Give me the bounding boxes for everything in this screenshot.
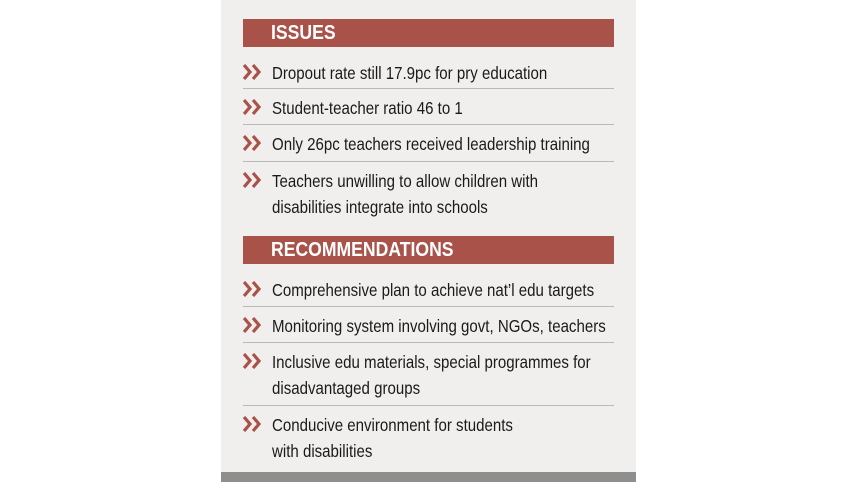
recommendations-header (243, 236, 614, 264)
divider (243, 342, 614, 343)
divider (243, 88, 614, 89)
divider (243, 405, 614, 406)
double-chevron-right-icon (243, 64, 263, 80)
bottom-bar (221, 472, 636, 482)
double-chevron-right-icon (243, 99, 263, 115)
divider (243, 161, 614, 162)
double-chevron-right-icon (243, 353, 263, 369)
recommendation-text: Inclusive edu materials, special programmes for disadvantaged groups (272, 352, 591, 398)
double-chevron-right-icon (243, 172, 263, 188)
issue-text: Student-teacher ratio 46 to 1 (272, 98, 463, 118)
recommendation-text: Comprehensive plan to achieve nat’l edu targets (272, 280, 595, 300)
recommendation-text: Conducive environment for students with disabilities (272, 415, 513, 461)
double-chevron-right-icon (243, 281, 263, 297)
divider (243, 306, 614, 307)
double-chevron-right-icon (243, 416, 263, 432)
issue-text: Only 26pc teachers received leadership training (272, 134, 590, 154)
issues-header (243, 19, 614, 47)
issue-text: Teachers unwilling to allow children with disabilities integrate into schools (272, 171, 539, 217)
recommendation-text: Monitoring system involving govt, NGOs, teachers (272, 316, 606, 336)
double-chevron-right-icon (243, 135, 263, 151)
double-chevron-right-icon (243, 317, 263, 333)
divider (243, 124, 614, 125)
issues-heading: ISSUES (271, 22, 336, 44)
issue-text: Dropout rate still 17.9pc for pry education (272, 63, 548, 83)
recommendations-heading: RECOMMENDATIONS (271, 239, 454, 261)
